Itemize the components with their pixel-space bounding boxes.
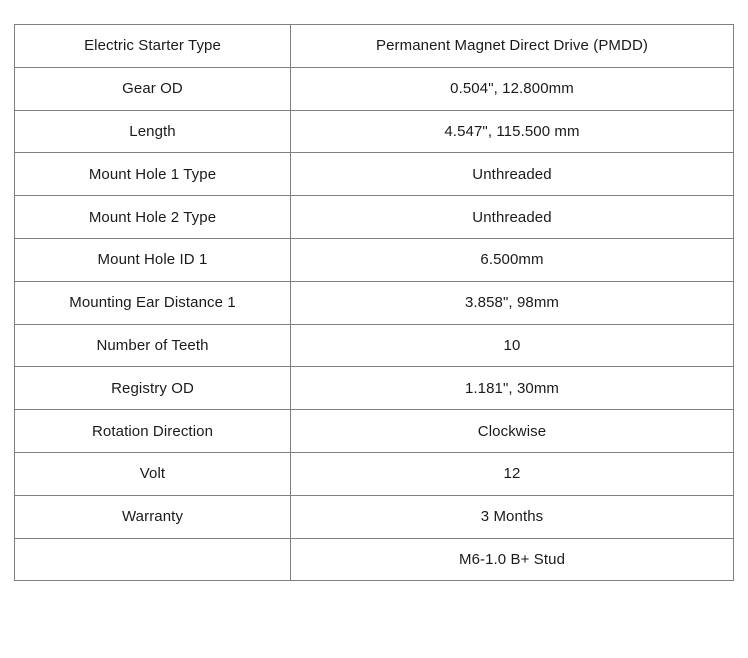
spec-value-cell: 1.181", 30mm bbox=[291, 367, 734, 410]
table-row bbox=[15, 495, 734, 538]
spec-value-cell: Permanent Magnet Direct Drive (PMDD) bbox=[291, 25, 734, 68]
table-row bbox=[15, 25, 734, 68]
spec-label-cell: Electric Starter Type bbox=[15, 25, 291, 68]
table-row bbox=[15, 281, 734, 324]
spec-label-cell: Mount Hole ID 1 bbox=[15, 238, 291, 281]
spec-label-cell: Number of Teeth bbox=[15, 324, 291, 367]
spec-value-cell: Clockwise bbox=[291, 410, 734, 453]
table-row bbox=[15, 153, 734, 196]
spec-table bbox=[14, 24, 734, 581]
spec-label-cell: Mounting Ear Distance 1 bbox=[15, 281, 291, 324]
spec-value-cell: 3 Months bbox=[291, 495, 734, 538]
spec-label-cell bbox=[15, 538, 291, 581]
spec-value-cell: Unthreaded bbox=[291, 196, 734, 239]
spec-label-cell: Length bbox=[15, 110, 291, 153]
spec-value-cell: 10 bbox=[291, 324, 734, 367]
spec-value-cell: 6.500mm bbox=[291, 238, 734, 281]
table-row bbox=[15, 67, 734, 110]
spec-label-cell: Warranty bbox=[15, 495, 291, 538]
spec-label-cell: Mount Hole 1 Type bbox=[15, 153, 291, 196]
table-row bbox=[15, 324, 734, 367]
spec-value-cell: M6-1.0 B+ Stud bbox=[291, 538, 734, 581]
table-row bbox=[15, 196, 734, 239]
spec-label-cell: Rotation Direction bbox=[15, 410, 291, 453]
table-row bbox=[15, 110, 734, 153]
spec-value-cell: 12 bbox=[291, 452, 734, 495]
spec-label-cell: Registry OD bbox=[15, 367, 291, 410]
table-row bbox=[15, 452, 734, 495]
spec-value-cell: Unthreaded bbox=[291, 153, 734, 196]
spec-value-cell: 0.504", 12.800mm bbox=[291, 67, 734, 110]
table-row bbox=[15, 538, 734, 581]
spec-value-cell: 4.547", 115.500 mm bbox=[291, 110, 734, 153]
table-row bbox=[15, 238, 734, 281]
table-row bbox=[15, 410, 734, 453]
spec-value-cell: 3.858", 98mm bbox=[291, 281, 734, 324]
spec-label-cell: Gear OD bbox=[15, 67, 291, 110]
spec-label-cell: Mount Hole 2 Type bbox=[15, 196, 291, 239]
table-row bbox=[15, 367, 734, 410]
spec-label-cell: Volt bbox=[15, 452, 291, 495]
